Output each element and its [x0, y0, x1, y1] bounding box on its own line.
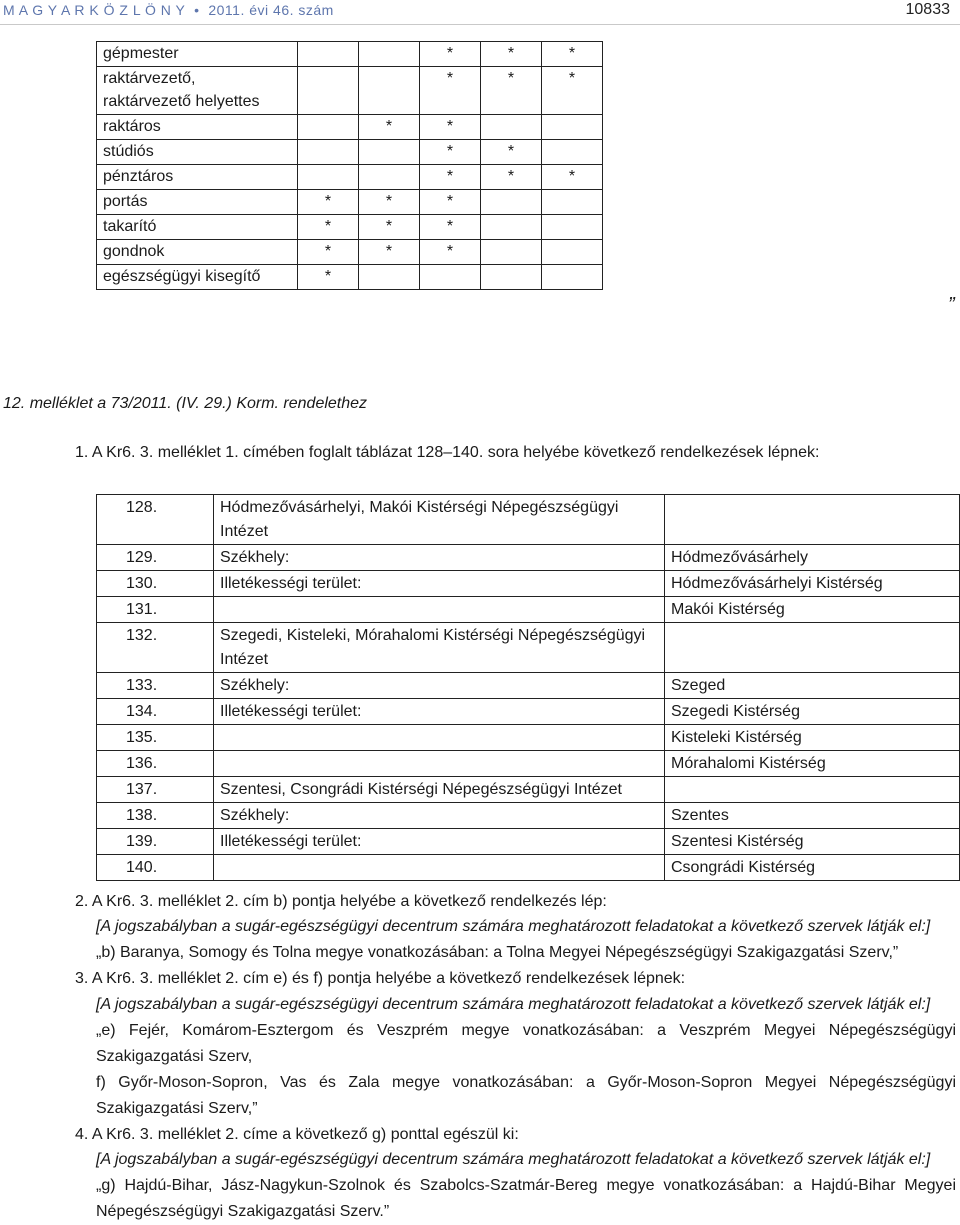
position-name: pénztáros [97, 165, 298, 190]
spacer-cell [603, 215, 606, 240]
position-row [97, 67, 606, 115]
section-3-point-f: f) Győr-Moson-Sopron, Vas és Zala megye vonatkozásában: a Győr-Moson-Sopron Megyei Népegészségügyi Szakigazgatási Szerv,” [96, 1074, 956, 1117]
row-value [665, 623, 960, 673]
institute-table [96, 494, 960, 881]
section-2-bracket: [A jogszabályban a sugár-egészségügyi decentrum számára meghatározott feladatokat a következő szervek látják el:] [96, 918, 931, 935]
row-label [214, 855, 665, 881]
row-label [214, 597, 665, 623]
mark-cell: * [420, 67, 481, 115]
row-value [665, 777, 960, 803]
mark-cell: * [420, 190, 481, 215]
section-1-text: 1. A Kr6. 3. melléklet 1. címében foglalt táblázat 128–140. sora helyébe következő rendelkezések lépnek: [75, 444, 820, 461]
mark-cell [298, 42, 359, 67]
mark-cell: * [359, 215, 420, 240]
row-label: Hódmezővásárhelyi, Makói Kistérségi Népegészségügyi Intézet [214, 495, 665, 545]
institute-row [97, 855, 960, 881]
mark-cell [359, 265, 420, 290]
mark-cell [542, 140, 603, 165]
spacer-cell [603, 67, 606, 115]
row-number: 134. [97, 699, 214, 725]
row-value: Makói Kistérség [665, 597, 960, 623]
row-value: Hódmezővásárhely [665, 545, 960, 571]
section-4-text: 4. A Kr6. 3. melléklet 2. címe a következő g) ponttal egészül ki: [75, 1126, 519, 1143]
mark-cell: * [481, 140, 542, 165]
position-name: gondnok [97, 240, 298, 265]
row-number: 132. [97, 623, 214, 673]
mark-cell [359, 140, 420, 165]
section-3-bracket: [A jogszabályban a sugár-egészségügyi decentrum számára meghatározott feladatokat a következő szervek látják el:] [96, 996, 931, 1013]
mark-cell: * [298, 240, 359, 265]
institute-row [97, 777, 960, 803]
position-row [97, 265, 606, 290]
position-row [97, 240, 606, 265]
row-label: Szentesi, Csongrádi Kistérségi Népegészségügyi Intézet [214, 777, 665, 803]
row-value: Hódmezővásárhelyi Kistérség [665, 571, 960, 597]
row-number: 128. [97, 495, 214, 545]
mark-cell: * [420, 215, 481, 240]
row-label: Szegedi, Kisteleki, Mórahalomi Kistérségi Népegészségügyi Intézet [214, 623, 665, 673]
mark-cell: * [542, 42, 603, 67]
annex-heading: 12. melléklet a 73/2011. (IV. 29.) Korm. rendelethez [3, 395, 368, 412]
spacer-cell [603, 115, 606, 140]
row-value: Szentesi Kistérség [665, 829, 960, 855]
mark-cell: * [298, 190, 359, 215]
row-label: Székhely: [214, 545, 665, 571]
spacer-cell [603, 140, 606, 165]
position-name: raktáros [97, 115, 298, 140]
institute-row [97, 829, 960, 855]
row-label [214, 751, 665, 777]
position-row [97, 215, 606, 240]
mark-cell [542, 265, 603, 290]
position-name: raktárvezető, raktárvezető helyettes [97, 67, 298, 115]
institute-row [97, 571, 960, 597]
mark-cell: * [298, 265, 359, 290]
row-value: Szegedi Kistérség [665, 699, 960, 725]
closing-quote: ” [948, 294, 955, 316]
page-number: 10833 [905, 1, 950, 18]
mark-cell [481, 190, 542, 215]
position-name: gépmester [97, 42, 298, 67]
institute-row [97, 597, 960, 623]
row-value: Szeged [665, 673, 960, 699]
row-number: 136. [97, 751, 214, 777]
row-label [214, 725, 665, 751]
section-3-point-e: „e) Fejér, Komárom-Esztergom és Veszprém megye vonatkozásában: a Veszprém Megyei Népegészségügyi Szakigazgatási Szerv, [96, 1022, 956, 1065]
institute-row [97, 495, 960, 545]
institute-row [97, 699, 960, 725]
institute-row [97, 751, 960, 777]
mark-cell: * [481, 165, 542, 190]
mark-cell: * [542, 67, 603, 115]
institute-row [97, 673, 960, 699]
mark-cell [481, 215, 542, 240]
mark-cell: * [420, 42, 481, 67]
position-row [97, 165, 606, 190]
row-number: 137. [97, 777, 214, 803]
position-row [97, 140, 606, 165]
row-label: Székhely: [214, 673, 665, 699]
mark-cell [481, 240, 542, 265]
row-value: Szentes [665, 803, 960, 829]
mark-cell [298, 140, 359, 165]
mark-cell: * [359, 115, 420, 140]
mark-cell [420, 265, 481, 290]
row-number: 135. [97, 725, 214, 751]
spacer-cell [603, 165, 606, 190]
row-value: Kisteleki Kistérség [665, 725, 960, 751]
position-table [96, 41, 606, 290]
row-number: 138. [97, 803, 214, 829]
institute-row [97, 545, 960, 571]
page-header [0, 0, 960, 25]
mark-cell: * [359, 240, 420, 265]
journal-title: M A G Y A R K Ö Z L Ö N Y • 2011. évi 46. szám [3, 2, 334, 18]
mark-cell [542, 190, 603, 215]
row-number: 133. [97, 673, 214, 699]
row-label: Székhely: [214, 803, 665, 829]
position-name: portás [97, 190, 298, 215]
position-row [97, 42, 606, 67]
row-number: 130. [97, 571, 214, 597]
section-4-point-g: „g) Hajdú-Bihar, Jász-Nagykun-Szolnok és Szabolcs-Szatmár-Bereg megye vonatkozásában: a Hajdú-Bihar Megyei Népegészségügyi Szakigazgatási Szerv.” [96, 1177, 956, 1220]
mark-cell [298, 165, 359, 190]
mark-cell: * [481, 67, 542, 115]
section-3-text: 3. A Kr6. 3. melléklet 2. cím e) és f) pontja helyébe a következő rendelkezések lépnek: [75, 970, 686, 987]
row-number: 131. [97, 597, 214, 623]
section-4-bracket: [A jogszabályban a sugár-egészségügyi decentrum számára meghatározott feladatokat a következő szervek látják el:] [96, 1151, 931, 1168]
institute-row [97, 623, 960, 673]
mark-cell: * [481, 42, 542, 67]
mark-cell: * [359, 190, 420, 215]
mark-cell: * [420, 115, 481, 140]
row-label: Illetékességi terület: [214, 571, 665, 597]
mark-cell [359, 165, 420, 190]
position-row [97, 115, 606, 140]
mark-cell [542, 240, 603, 265]
row-label: Illetékességi terület: [214, 829, 665, 855]
section-2-point-b: „b) Baranya, Somogy és Tolna megye vonatkozásában: a Tolna Megyei Népegészségügyi Szakigazgatási Szerv,” [96, 944, 899, 961]
mark-cell [359, 67, 420, 115]
row-number: 129. [97, 545, 214, 571]
institute-row [97, 803, 960, 829]
row-label: Illetékességi terület: [214, 699, 665, 725]
mark-cell: * [542, 165, 603, 190]
mark-cell [542, 115, 603, 140]
row-value: Mórahalomi Kistérség [665, 751, 960, 777]
section-2-text: 2. A Kr6. 3. melléklet 2. cím b) pontja helyébe a következő rendelkezés lép: [75, 893, 607, 910]
mark-cell [481, 115, 542, 140]
spacer-cell [603, 190, 606, 215]
institute-row [97, 725, 960, 751]
spacer-cell [603, 42, 606, 67]
position-row [97, 190, 606, 215]
row-value [665, 495, 960, 545]
mark-cell: * [420, 165, 481, 190]
mark-cell [359, 42, 420, 67]
mark-cell [298, 115, 359, 140]
position-name: egészségügyi kisegítő [97, 265, 298, 290]
mark-cell: * [298, 215, 359, 240]
spacer-cell [603, 240, 606, 265]
row-value: Csongrádi Kistérség [665, 855, 960, 881]
mark-cell [542, 215, 603, 240]
spacer-cell [603, 265, 606, 290]
mark-cell: * [420, 140, 481, 165]
mark-cell [481, 265, 542, 290]
mark-cell [298, 67, 359, 115]
mark-cell: * [420, 240, 481, 265]
position-name: stúdiós [97, 140, 298, 165]
row-number: 140. [97, 855, 214, 881]
row-number: 139. [97, 829, 214, 855]
position-name: takarító [97, 215, 298, 240]
